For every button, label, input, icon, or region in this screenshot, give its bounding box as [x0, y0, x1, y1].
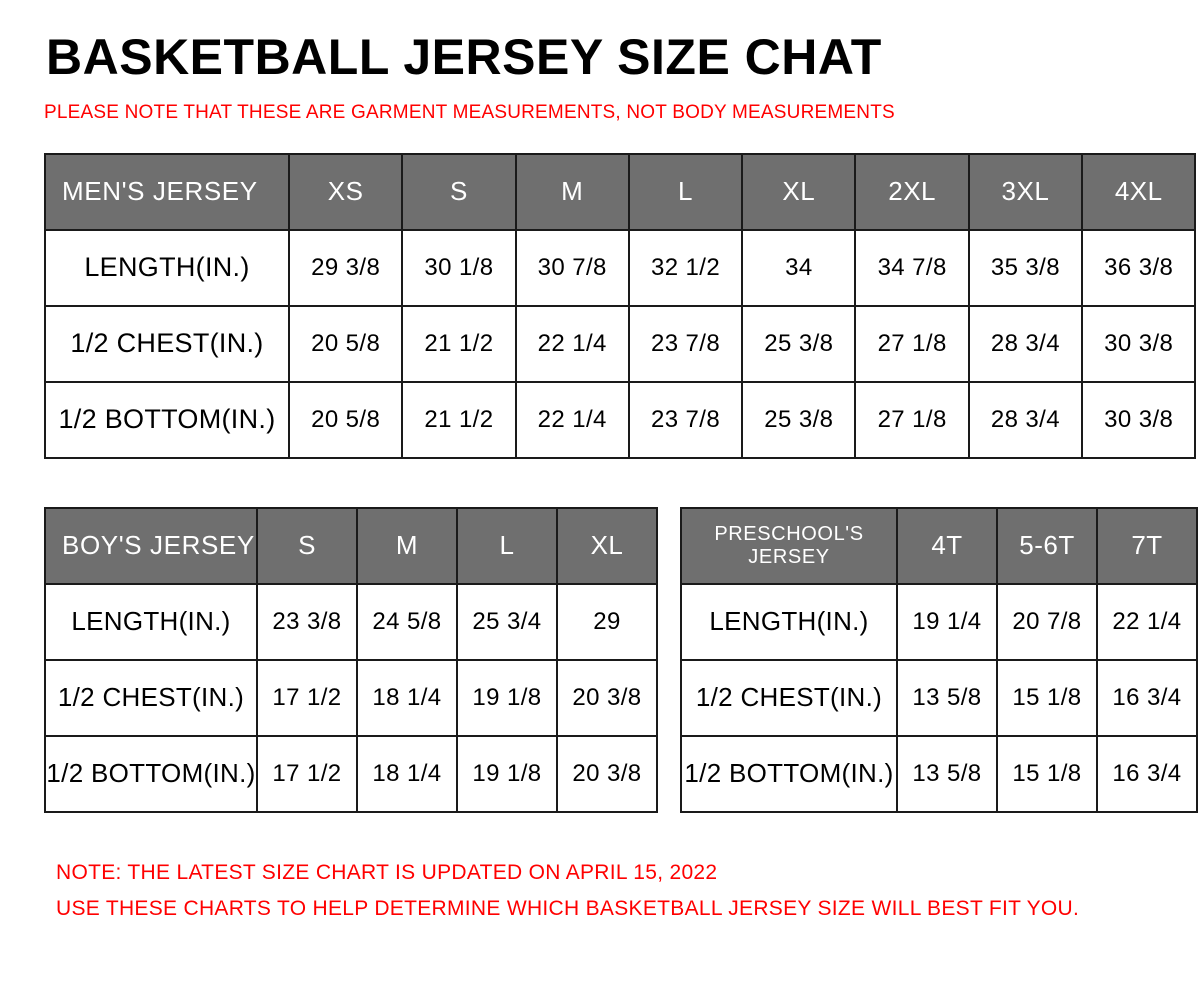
table-header-row [45, 508, 657, 584]
measurement-cell: 27 1/8 [855, 382, 968, 458]
measurement-cell: 17 1/2 [257, 660, 357, 736]
measurement-cell: 35 3/8 [969, 230, 1082, 306]
table-row [45, 584, 657, 660]
measurement-cell: 22 1/4 [1097, 584, 1197, 660]
measurement-cell: 34 7/8 [855, 230, 968, 306]
bottom-note-guidance: USE THESE CHARTS TO HELP DETERMINE WHICH BASKETBALL JERSEY SIZE WILL BEST FIT YOU. [56, 897, 1080, 921]
measurement-cell: 19 1/4 [897, 584, 997, 660]
measurement-cell: 29 [557, 584, 657, 660]
measurement-cell: 13 5/8 [897, 736, 997, 812]
page-title: BASKETBALL JERSEY SIZE CHAT [46, 29, 882, 85]
row-label: LENGTH(IN.) [681, 584, 897, 660]
bottom-note-update: NOTE: THE LATEST SIZE CHART IS UPDATED ON APRIL 15, 2022 [56, 860, 718, 884]
table-row [681, 584, 1197, 660]
row-label: 1/2 CHEST(IN.) [45, 306, 289, 382]
measurement-cell: 34 [742, 230, 855, 306]
column-header: S [402, 154, 515, 230]
measurement-cell: 30 7/8 [516, 230, 629, 306]
row-label: LENGTH(IN.) [45, 230, 289, 306]
column-header: L [629, 154, 742, 230]
column-header: XS [289, 154, 402, 230]
measurement-cell: 23 3/8 [257, 584, 357, 660]
table-row [45, 306, 1195, 382]
column-header: 4T [897, 508, 997, 584]
row-label: 1/2 BOTTOM(IN.) [681, 736, 897, 812]
measurement-cell: 18 1/4 [357, 660, 457, 736]
measurement-cell: 20 3/8 [557, 736, 657, 812]
measurement-cell: 25 3/8 [742, 306, 855, 382]
column-header: S [257, 508, 357, 584]
measurement-cell: 15 1/8 [997, 736, 1097, 812]
boys-table-label: BOY'S JERSEY [45, 508, 257, 584]
table-row [45, 382, 1195, 458]
measurement-cell: 32 1/2 [629, 230, 742, 306]
measurement-cell: 16 3/4 [1097, 736, 1197, 812]
row-label: 1/2 BOTTOM(IN.) [45, 382, 289, 458]
measurement-cell: 25 3/4 [457, 584, 557, 660]
measurement-cell: 29 3/8 [289, 230, 402, 306]
mens-table-label: MEN'S JERSEY [45, 154, 289, 230]
measurement-cell: 28 3/4 [969, 306, 1082, 382]
column-header: 5-6T [997, 508, 1097, 584]
measurement-cell: 19 1/8 [457, 736, 557, 812]
table-row [681, 736, 1197, 812]
column-header: M [357, 508, 457, 584]
measurement-cell: 23 7/8 [629, 306, 742, 382]
preschool-table-label: PRESCHOOL'S JERSEY [681, 508, 897, 584]
measurement-cell: 21 1/2 [402, 306, 515, 382]
column-header: XL [742, 154, 855, 230]
table-header-row [681, 508, 1197, 584]
table-row [45, 736, 657, 812]
table-row [45, 660, 657, 736]
measurement-cell: 24 5/8 [357, 584, 457, 660]
measurement-cell: 18 1/4 [357, 736, 457, 812]
measurement-cell: 20 5/8 [289, 382, 402, 458]
table-header-row [45, 154, 1195, 230]
measurement-cell: 27 1/8 [855, 306, 968, 382]
measurement-cell: 36 3/8 [1082, 230, 1195, 306]
column-header: 2XL [855, 154, 968, 230]
mens-jersey-table [44, 153, 1196, 459]
measurement-cell: 23 7/8 [629, 382, 742, 458]
measurement-cell: 28 3/4 [969, 382, 1082, 458]
measurement-cell: 13 5/8 [897, 660, 997, 736]
bottom-notes [56, 855, 1178, 929]
measurement-cell: 20 7/8 [997, 584, 1097, 660]
row-label: 1/2 CHEST(IN.) [45, 660, 257, 736]
measurement-cell: 22 1/4 [516, 382, 629, 458]
table-row [45, 230, 1195, 306]
row-label: LENGTH(IN.) [45, 584, 257, 660]
measurement-cell: 17 1/2 [257, 736, 357, 812]
preschool-jersey-table [680, 507, 1198, 813]
measurement-cell: 20 3/8 [557, 660, 657, 736]
measurement-cell: 19 1/8 [457, 660, 557, 736]
measurement-cell: 16 3/4 [1097, 660, 1197, 736]
measurement-cell: 22 1/4 [516, 306, 629, 382]
column-header: XL [557, 508, 657, 584]
column-header: 7T [1097, 508, 1197, 584]
table-row [681, 660, 1197, 736]
boys-jersey-table [44, 507, 658, 813]
measurement-cell: 30 3/8 [1082, 382, 1195, 458]
measurement-cell: 25 3/8 [742, 382, 855, 458]
measurement-cell: 30 3/8 [1082, 306, 1195, 382]
measurement-cell: 30 1/8 [402, 230, 515, 306]
lower-tables-group [44, 507, 1182, 813]
measurement-cell: 20 5/8 [289, 306, 402, 382]
measurement-cell: 15 1/8 [997, 660, 1097, 736]
row-label: 1/2 CHEST(IN.) [681, 660, 897, 736]
row-label: 1/2 BOTTOM(IN.) [45, 736, 257, 812]
column-header: 3XL [969, 154, 1082, 230]
measurement-cell: 21 1/2 [402, 382, 515, 458]
top-note: PLEASE NOTE THAT THESE ARE GARMENT MEASUREMENTS, NOT BODY MEASUREMENTS [44, 102, 895, 123]
column-header: M [516, 154, 629, 230]
column-header: L [457, 508, 557, 584]
column-header: 4XL [1082, 154, 1195, 230]
